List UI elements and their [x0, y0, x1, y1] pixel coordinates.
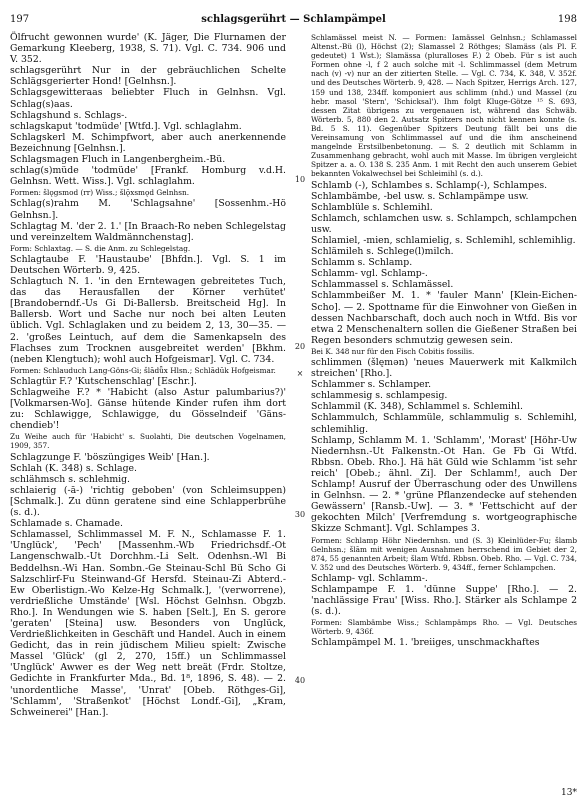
entry: Schlagtuch N. 1. 'in den Erntewagen gebreitetes Tuch, das das Herausfallen der Körner verhütet' [Brandoberndf.-Us Gi Di-Ballersb. Breitscheid Hg]. In Ballersb. Wort und Sache nur noch bei alten Leuten üblich. Vgl. Schlaglaken und zu beidem 2, 13, 30—35. — 2. 'großes Leintuch, auf dem die Samenkapseln des Flachses zum Trocknen ausgebreitet werden' [Bkhm. (neben Klengtuch); wohl auch Hofgeismar]. Vgl. C. 734.	[10, 276, 286, 365]
entry: schlimmen (šlęmən) 'neues Mauerwerk mit Kalkmilch streichen' [Rho.].	[311, 357, 577, 380]
entry: Schlamp, Schlamm M. 1. 'Schlamm', 'Morast' [Höhr-Uw Niedernhsn.-Ut Falkenstn.-Ot Han. Ge Fb Gi Wtfd. Rbbsn. Obeb. Rho.]. Hä hät Güld wie Schlamm 'ist sehr reich' [Obeb.; ähnl. Zi]. Der Schlamm!, auch Der Schlamp! Ausruf der Überraschung oder des Unwillens in Gelnhsn. — 2. * 'grüne Pflanzendecke auf stehenden Gewässern' [Ransb.-Uw]. — 3. * 'Fettschicht auf der gekochten Milch' [Verfremdung s. wortgeographische Skizze Schmant]. Vgl. Schlampes 3.	[311, 434, 577, 535]
entry: Schlammbeißer M. 1. * 'fauler Mann' [Klein-Eichen-Scho]. — 2. Spottname für die Einwohner von Gießen in dessen Nachbarschaft, doch auch noch in Wtfd. Bis vor etwa 2 Menschenaltern sollen die Gießener Straßen bei Regen besonders schmutzig gewesen sein.	[311, 290, 577, 346]
entry: Schlamade s. Chamade.	[10, 518, 123, 530]
entry: Schlagsmagen Fluch in Langenbergheim.-Bü.	[10, 154, 226, 166]
entry: Schlagshund s. Schlags-.	[10, 109, 128, 121]
entry: Schlag(s)rahm M. 'Schlagsahne' [Sossenhm.-Hö Gelnhsn.].	[10, 198, 286, 221]
entry: schlagskaput 'todmüde' [Wtfd.]. Vgl. schlaglahm.	[10, 120, 242, 132]
left-column	[10, 32, 286, 718]
entry: Schlamch, schlamchen usw. s. Schlampch, schlampchen usw.	[311, 212, 577, 235]
entry: Schlagzunge F. 'böszüngiges Weib' [Han.].	[10, 451, 210, 463]
entry-note: Schlamässel meist N. — Formen: Iamässel Gelnhsn.; Schlamassel Altenst.-Bü (l), Höchst (2); Slamassel 2 Röthges; Slamäss (als Pl. F. gedeutet) 1 Wst.); Slamässa (pluralloses F.) 2 Obeb. Für s ist auch Formen ohne -l, f 2 auch solche mit -l. Schlimmassel (dem Metrum nach (v) -v) nur an der zitierten Stelle. — Vgl. C. 734, K. 348, V. 352f. und des Deutsches Wörterb. 9, 428. — Nach Spitzer, Herrigs Arch. 127, 159 und 138, 234ff. komponiert aus schlimm (nhd.) und Massel (zu hebr. masol 'Stern', 'Schicksal'). Ihm folgt Kluge-Götze ¹⁵ S. 693, dessen Zitat übrigens zu vergenauen ist, während das Schwäb. Wörterb. 5, 880 den 2. Autsatz Spitzers noch nicht kennen konnte (s. Bd. 5 S. 11). Gegenüber Spitzers Deutung fällt bei uns die Vereinsamung von Schlimmassel auf und die ihm anscheinend mangelnde Erstsilbenbetonung. — S. 2 deutlich mit Schlamm in Zusammenhang gebracht, wohl auch mit Masse. Im übrigen vergleicht Spitzer a. a. O. 138 S. 235 Anm. 1 mit Recht den auch unserem Gebiet bekannten Vokalwechsel bei Schleimihl (s. d.).	[311, 33, 577, 179]
page-number-left: 197	[10, 14, 30, 25]
page-number-right: 198	[557, 14, 577, 25]
entry: Schlamassel, Schlimmassel M. F. N., Schlamasse F. 1. 'Unglück', 'Pech' [Massenhm.-Wb Friedrichsdf.-Ot Langenschwalb.-Ut Dorchhm.-Li Selt. Odenhsn.-Wl Bi Beddelhsn.-Wi Han. Sombn.-Ge Steinau-Schl Bü Scho Gi Salzschlirf-Fu Steinwand-Gf Hersfd. Steinau-Zi Abterd.-Ew Oberlistign.-Wo Kelze-Hg Schmalk.], '(verworrene), verdrießliche Umstände' [Wsl. Höchst Gelnhsn. Obgzb. Rho.]. In Wendungen wie S. haben [Selt.], En S. gerore 'geraten' [Steina] usw. Besonders von Unglück, Verdrießlichkeiten in Geschäft und Handel. Auch in einem Gedicht, das in rein jüdischem Milieu spielt: Zwische Massel 'Glück' (gl 2, 270, 15ff.) un Schlimmassel 'Unglück' Awwer es der Weg nett breät (Frdr. Stoltze, Gedichte in Frankfurter Mda., Bd. 1⁸, 1896, S. 48). — 2. 'unordentliche Masse', 'Unrat' [Obeb. Röthges-Gi], 'Schlamm', 'Straßenkot' [Höchst Londf.-Gi], „Kram, Schweinerei" [Han.].	[10, 529, 286, 718]
entry-note: Formen: Schlamp Höhr Niedernhsn. und (S. 3) Kleinlüder-Fu; šlamb Gelnhsn.; šlām mit wenigen Ausnahmen herrschend im Gebiet der 2, 874, 55 genannten Arbeit; šlam Wtfd. Rbbsn. Obeb. Rho. — Vgl. C. 734, V. 352 und des Deutsches Wörterb. 9, 434ff., ferner Schlampchen.	[311, 535, 577, 572]
entry: Schlah (K. 348) s. Schlage.	[10, 462, 138, 474]
entry: Schlagweihe F.? * 'Habicht (also Astur palumbarius?)' [Volkmarsen-Wo]. Gänse hütende Kinder rufen ihm dort zu: Schlawigge, Schlawigge, du Gösselndeif 'Gäns-chendieb'!	[10, 387, 286, 432]
entry: Schlamiel, -mien, schlamielig, s. Schlemihl, schlemihlig.	[311, 234, 576, 246]
entry: Schlamm- vgl. Schlamp-.	[311, 268, 428, 280]
entry: Schlagtag M. 'der 2. 1.' [In Braach-Ro neben Schlegelstag und vereinzeltem Waldmännchenstag].	[10, 220, 286, 243]
entry: Schlagskerl M. Schimpfwort, aber auch anerkennende Bezeichnung [Gelnhsn.].	[10, 131, 286, 154]
entry: Ölfrucht gewonnen wurde' (K. Jäger, Die Flurnamen der Gemarkung Kleeberg, 1938, S. 71). Vgl. C. 734. 906 und V. 352.	[10, 32, 286, 66]
entry: schlagsgerührt Nur in der gebräuchlichen Schelte Schlägsgerierter Hond! [Gelnhsn.].	[10, 65, 286, 88]
entry: Schlagtaube F. 'Haustaube' [Bhfdn.]. Vgl. S. 1 im Deutschen Wörterb. 9, 425.	[10, 253, 286, 276]
line-number: 40	[294, 676, 306, 685]
line-number: 20	[294, 342, 306, 351]
entry: Schlamp- vgl. Schlamm-.	[311, 572, 428, 584]
entry-note: Form: Schlaxtag. — S. die Anm. zu Schlegelstag.	[10, 243, 191, 253]
entry-note: Zu Weihe auch für 'Habicht' s. Suolahti, Die deutschen Vogelnamen, 1909, 357.	[10, 432, 286, 451]
line-number-gutter	[290, 32, 310, 802]
entry-note: Formen: Schlauduch Lang-Göns-Gi; šlādǖx Hlsn.; Schlādūk Hofgeismar.	[10, 365, 276, 375]
entry-note: Formen: šlǫgsmod (rr) Wiss.; šlǭxsmǫd Gelnhsn.	[10, 188, 190, 198]
entry: Schlammassel s. Schlamässel.	[311, 279, 454, 291]
two-column-body	[10, 32, 577, 802]
entry: Schlamblüle s. Schlemihl.	[311, 201, 433, 213]
line-number: 30	[294, 510, 306, 519]
entry: Schlampampe F. 1. 'dünne Suppe' [Rho.]. — 2. 'nachlässige Frau' [Wiss. Rho.]. Stärker als Schlampe 2 (s. d.).	[311, 583, 577, 618]
right-column	[311, 32, 577, 649]
line-number: 10	[294, 175, 306, 184]
running-title: schlagsgerührt — Schlampämpel	[201, 14, 386, 25]
entry: Schlamm s. Schlamp.	[311, 257, 413, 269]
entry: Schlammer s. Schlamper.	[311, 379, 432, 391]
entry: Schlammulch, Schlammüle, schlammulig s. Schlemihl, schlemihlig.	[311, 412, 577, 435]
entry-note: Formen: Slambämbe Wiss.; Schlampämps Rho. — Vgl. Deutsches Wörterb. 9, 436f.	[311, 618, 577, 637]
entry: Schlammil (K. 348), Schlammel s. Schlemihl.	[311, 401, 523, 413]
entry: Schlagtür F.? 'Kutschenschlag' [Eschr.].	[10, 375, 197, 387]
entry: Schlämileh s. Schlege(l)milch.	[311, 246, 454, 258]
entry: schlähmsch s. schlehmig.	[10, 473, 131, 485]
entry: schlaierig (-ā-) 'richtig geboben' (von Schleimsuppen) [Schmalk.]. Zu dünn geratene sind eine Schlapperbrühe (s. d.).	[10, 484, 286, 519]
running-header	[10, 12, 577, 28]
entry: Schlampämpel M. 1. 'breiiges, unschmackhaftes	[311, 637, 540, 649]
line-number: ×	[296, 369, 304, 378]
entry: Schlambämbe, -bel usw. s. Schlampämpe usw.	[311, 190, 529, 202]
entry: Schlamb (-), Schlambes s. Schlamp(-), Schlampes.	[311, 179, 548, 191]
entry: Schlagsgewitteraas beliebter Fluch in Gelnhsn. Vgl. Schlag(s)aas.	[10, 87, 286, 110]
entry: schlammesig s. schlampesig.	[311, 390, 448, 402]
entry-note: Bei K. 348 nur für den Fisch Cobitis fossilis.	[311, 346, 475, 356]
entry: schlag(s)müde 'todmüde' [Frankf. Homburg v.d.H. Gelnhsn. Wett. Wiss.]. Vgl. schlaglahm.	[10, 165, 286, 188]
signature-mark: 13*	[561, 788, 577, 798]
